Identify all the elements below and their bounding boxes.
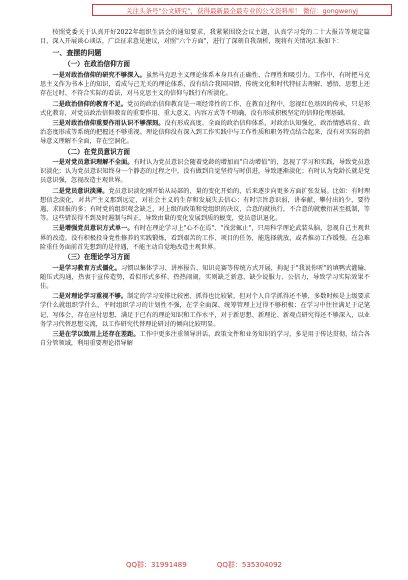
paragraph-text: 工作中更多注重领导讲话、政策文件和业务知识的学习，多是用于传达贯彻，结合各自分管领域，利用重要理论指导解 (40, 330, 371, 348)
paragraph-text: 虽然马克思主义理论体系本身具有正确性、合理性和吸引力。工作中，有时把马克思主义作为书本上的知识，看成与己无关的理论体系，没有结合我国国情、传统文化和时代特征去理解、感悟，思想上还存在过时、不符合实际的看法，对马克思主义的信仰与践行有所淡化。 (40, 71, 371, 98)
paragraph-text: 有时认为党员意识会随着党龄的增加而"自动增值"的，忽视了学习和实践，导致党员意识淡化；认为党员意识知终身一个静态的过程之中，没有做到自觉坚持与时俱进，导致逐渐淡化；有时认为党龄长就是党员意识强，忽视改造主观世界。 (40, 159, 370, 185)
promo-banner: 关注头条号"公文研究"，获得最新最全最专业的公文资料库！ 微信：gongwenyj (92, 4, 392, 16)
paragraph (40, 330, 370, 348)
footer-qq-group-1: QQ群：31991489 (126, 561, 187, 569)
paragraph-text: 没有形成高度、全面的政治信仰体系，对政治认知强化、政治情感培育、政治态度形成等系统的把握还不够重视。理论信仰没有深入到工作实践中与工作性质和职务特点结合起来，没有对实际的指导意义理解不全面，存在空洞化。 (40, 119, 371, 146)
paragraph-lead: 二是对理论学习重视不够。 (52, 293, 128, 301)
document-body (40, 28, 370, 349)
paragraph-lead: 三是增强党员意识方式单一。 (52, 225, 134, 233)
paragraph-lead: 三是对政治信仰重要作用认识不够深刻。 (52, 119, 165, 127)
paragraph (40, 224, 370, 252)
paragraph (40, 100, 370, 118)
paragraph-lead: 二是党员意识淡薄。 (52, 187, 109, 195)
section-heading-problems: 一、查摆的问题 (52, 48, 102, 58)
subheading-political-belief: （一）在政治信仰方面 (64, 60, 130, 69)
paragraph (40, 264, 370, 292)
paragraph-lead: 二是政治信仰的教育不足。 (52, 100, 128, 108)
paragraph-text: 党员意识淡化刚开始从局部的、量的变化开始的，后来逐步向更多方面扩张发展。比如：有时理想信念淡化，对共产主义那到远定，对社会主义的生存和发展失去信心；有时宗旨意识弱，讲奉献、攀付出的少，要待遇、求回报的多；有时党的组织观念缺乏，对上级的政策和党组织的决议，合意的就执行，不合意的就敷衍甚至抵制，等等。这些错误得不到及时遏制与纠正，导致由量的变化发展到质的蜕变，党员意识退化。 (40, 187, 371, 223)
paragraph (40, 187, 370, 224)
paragraph-lead: 一是对政治信仰的研究不够深入。 (52, 71, 146, 79)
paragraph-lead: 三是在学以致用上还存在差距。 (52, 330, 140, 338)
subheading-party-awareness: （二）在党员意识方面 (64, 147, 130, 156)
paragraph-text: 制定的学习安排比较密、抓得也比较紧，但对个人自学抓得还不够，多数时候是上级要求学什么就组织学什么，平时组织学习的计划性不强，在学全面深、统筹管理上过得不够积极；在学习中往往满足于记笔记、写体会，存在应付思想，满足于已有的理论知识和工作水平，对于新思想、新理论、新观点研究得还不够深入，以业务学习代替思想交流，以工作研究代替理论研讨的倾向比较明显。 (40, 293, 371, 328)
paragraph-text: 习惯以集体学习、讲座报告、知识竞赛等传统方式开展，拘泥于"我说你听"的填鸭式灌输、随压式沟通，热衷于宣传造势，看似形式多样、热热闹闹，实则缺乏新意、缺少说服力、公信力，导致学习实际效果不佳。 (40, 264, 370, 290)
page-footer (0, 560, 408, 570)
paragraph (40, 119, 370, 147)
paragraph-lead: 一是学习教育方式僵化。 (52, 264, 121, 272)
paragraph-text: 党员的政治信仰教育是一项经常性的工作，在教育过程中，忽视红色基因的传承，只是形式化教育，对党员政治信仰教育的重要作用、重大意义、内容方式等不明确，没有形成积极坚定的信仰伦理基础。 (40, 100, 371, 117)
paragraph (40, 158, 370, 186)
paragraph (40, 292, 370, 329)
paragraph (40, 71, 370, 99)
footer-qq-group-2: QQ群：535304092 (216, 561, 282, 569)
paragraph-text: 有时在理论学习上"心不在焉"、"浅尝辄止"，只用科学理论武装头脑，忽视自己主观世界的改造。没有积极投身党性修养的实践锻炼，看到艰苦的工作、项目的任务，能选择就放，或者推动工作缓慢。在急难险重任务面前首先想到的是待遇，不能主动自觉地改造主观世界。 (40, 225, 370, 251)
subheading-theory-study: （三）在理论学习方面 (64, 253, 130, 262)
intro-paragraph: 按照党委关于认真开好2022年组织生活会的通知要求，我紧紧围绕会议主题，认真学习党的二十大报告等规定篇目，深入开展谈心谈话，广泛征求意见建议，对照"六个方面"，进行了深刻自我剖析，现将有关情况汇报如下： (40, 29, 370, 46)
paragraph-lead: 一是对党员意识理解不全面。 (52, 159, 134, 167)
